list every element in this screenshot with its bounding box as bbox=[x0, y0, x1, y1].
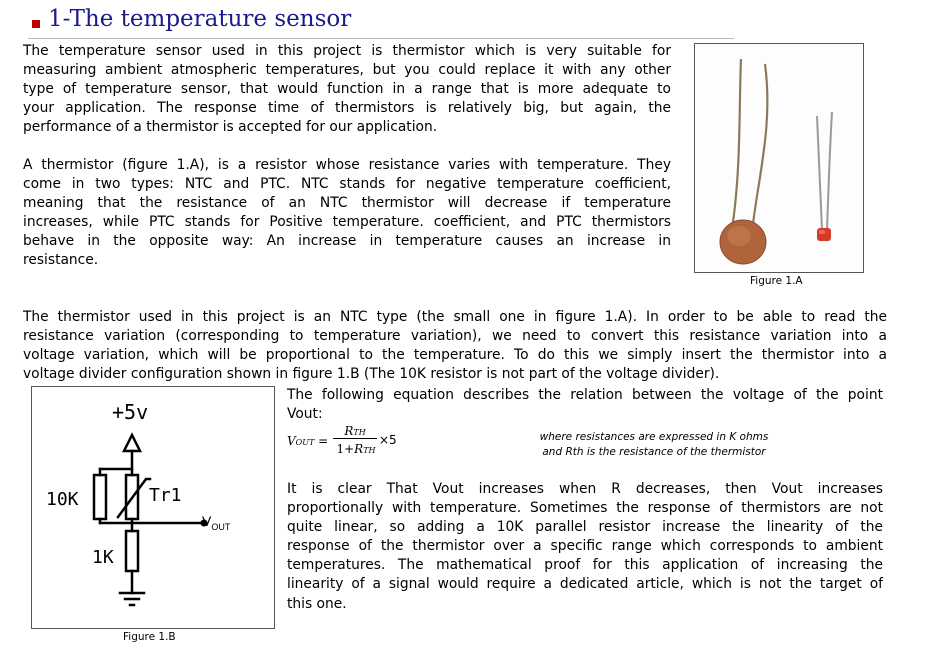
thermistor-label: Tr1 bbox=[149, 485, 182, 506]
formula-v-sub: OUT bbox=[295, 438, 315, 447]
section-heading bbox=[28, 6, 734, 39]
text-line: increases, while PTC stands for Positive temperature. coefficient, and PTC thermistors bbox=[23, 214, 671, 231]
formula-multiplier: ×5 bbox=[379, 433, 397, 447]
text-line: The following equation describes the relation between the voltage of the point bbox=[287, 387, 883, 403]
text-line: The thermistor used in this project is an NTC type (the small one in figure 1.A). In order to be able to read the bbox=[23, 309, 887, 325]
resistor-1k bbox=[126, 531, 138, 571]
text-line: linearity of a signal would require a dedicated article, which is not the target of bbox=[287, 576, 883, 593]
text-line: temperatures. The mathematical proof for this application of increasing the bbox=[287, 557, 883, 574]
vout-formula bbox=[287, 424, 407, 464]
supply-arrow-icon bbox=[124, 435, 140, 451]
text-line: resistance. bbox=[23, 252, 99, 269]
vout-text bbox=[202, 513, 231, 532]
thermistor-paragraph bbox=[23, 156, 671, 271]
thermistor-illustration bbox=[695, 44, 863, 272]
formula-lhs: VOUT = bbox=[287, 434, 329, 448]
text-line: voltage variation, which will be proportional to the temperature. To do this we simply insert the thermistor into a bbox=[23, 347, 887, 364]
text-line: your application. The response time of thermistors is relatively big, but again, the bbox=[23, 100, 671, 117]
formula-den-r: R bbox=[354, 442, 364, 456]
formula-numerator bbox=[333, 424, 377, 439]
text-line: quite linear, so adding a 10K parallel resistor increase the linearity of the bbox=[287, 519, 883, 536]
supply-label: +5v bbox=[112, 400, 149, 424]
formula-den-sub: TH bbox=[363, 446, 376, 455]
vout-letter: V bbox=[202, 513, 212, 529]
figure-b-caption: Figure 1.B bbox=[123, 631, 176, 643]
formula-note-line1: where resistances are expressed in K ohms bbox=[539, 431, 769, 443]
text-line: behave in the opposite way: An increase in temperature causes an increase in bbox=[23, 233, 671, 250]
text-line: response of the thermistor over a specific range which corresponds to ambient bbox=[287, 538, 883, 555]
text-line: this one. bbox=[287, 595, 347, 612]
text-line: proportionally with temperature. Sometimes the response of thermistors are not bbox=[287, 500, 883, 517]
formula-note-line2: and Rth is the resistance of the thermistor bbox=[542, 446, 766, 458]
schematic-drawing bbox=[32, 387, 274, 628]
text-line: Vout: bbox=[287, 406, 323, 423]
text-line: performance of a thermistor is accepted for our application. bbox=[23, 119, 438, 136]
formula-num-r: R bbox=[344, 424, 354, 438]
equation-intro bbox=[287, 386, 883, 424]
resistor-10k bbox=[94, 475, 106, 519]
text-line: It is clear That Vout increases when R decreases, then Vout increases bbox=[287, 481, 883, 497]
resistor-10k-label: 10K bbox=[46, 489, 79, 510]
figure-a-caption: Figure 1.A bbox=[750, 275, 803, 287]
heading-bullet bbox=[32, 20, 40, 28]
formula-denominator bbox=[331, 442, 381, 456]
formula-num-sub: TH bbox=[353, 428, 366, 437]
intro-paragraph bbox=[23, 42, 671, 137]
text-line: measuring ambient atmospheric temperatures, but you could replace it with any other bbox=[23, 62, 671, 79]
formula-den-prefix: 1+ bbox=[336, 442, 355, 456]
text-line: resistance variation (corresponding to temperature variation), we need to convert this resistance variation into a bbox=[23, 328, 887, 345]
text-line: come in two types: NTC and PTC. NTC stands for negative temperature coefficient, bbox=[23, 176, 671, 193]
linearity-paragraph bbox=[287, 480, 883, 614]
thermistor-photo bbox=[694, 43, 864, 273]
vout-subscript: OUT bbox=[211, 522, 231, 532]
text-line: A thermistor (figure 1.A), is a resistor whose resistance varies with temperature. They bbox=[23, 157, 671, 173]
page-title: 1-The temperature sensor bbox=[48, 6, 352, 32]
voltage-divider-schematic bbox=[31, 386, 275, 629]
formula-v: V bbox=[287, 434, 296, 448]
text-line: meaning that the resistance of an NTC thermistor will decrease if temperature bbox=[23, 195, 671, 212]
resistor-1k-label: 1K bbox=[92, 547, 114, 568]
text-line: type of temperature sensor, that would function in a range that is more adequate to bbox=[23, 81, 671, 98]
text-line: The temperature sensor used in this project is thermistor which is very suitable for bbox=[23, 43, 671, 59]
divider-paragraph bbox=[23, 308, 887, 384]
text-line: voltage divider configuration shown in figure 1.B (The 10K resistor is not part of the voltage divider). bbox=[23, 366, 720, 383]
